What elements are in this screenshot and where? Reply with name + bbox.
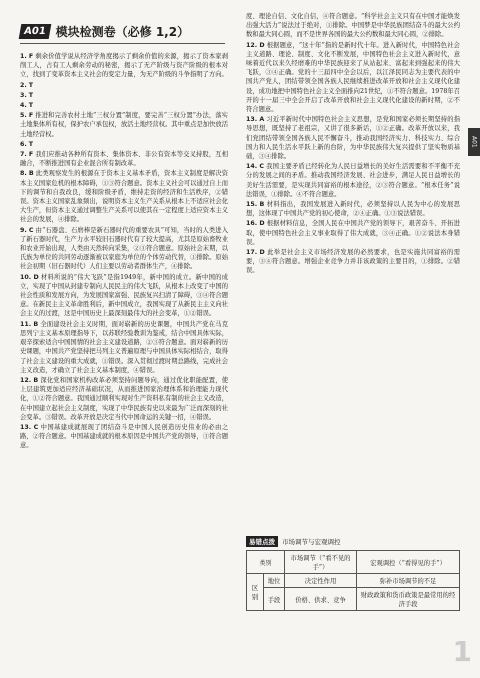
answer-letter: C bbox=[28, 226, 34, 234]
answer-item bbox=[20, 376, 228, 422]
question-number: 12. bbox=[20, 376, 32, 384]
question-number: 2. bbox=[20, 81, 27, 89]
question-number: 13. bbox=[20, 423, 32, 431]
corner-top-label: 类别 bbox=[259, 559, 272, 567]
question-number: 13. bbox=[246, 116, 258, 124]
answer-letter: B bbox=[259, 201, 265, 209]
side-tab: A01 bbox=[468, 128, 480, 156]
answer-item bbox=[20, 169, 228, 224]
answer-item bbox=[246, 115, 460, 161]
explanation-text: 材料指出，我国发展进入新时代，必须坚持以人民为中心的发展思想，这体现了中国共产党的初心使命，②④正确。①③说法错误。 bbox=[246, 201, 460, 218]
explanation-text: 习近平新时代中国特色社会主义思想，是党和国家必须长期坚持的指导思想，既坚持了老祖宗，又讲了很多新话，①②正确。改革开放以来，我们党团结带领全国各族人民不懈奋斗，推动我国经济实力、科技实力、综合国力和人民生活水平跃上新的台阶，为中华民族伟大复兴提供了坚实物质基础，③④排除。 bbox=[246, 116, 460, 161]
explanation-text: 根据材料信息，全国人民在中国共产党的领导下，艰苦奋斗、开拓进取，使中国特色社会主义事业取得了伟大成就，③④正确。①②说法本身错误。 bbox=[246, 220, 460, 246]
answer-item bbox=[20, 91, 228, 100]
answer-item bbox=[246, 12, 460, 40]
question-number: 7. bbox=[20, 151, 27, 159]
answer-item bbox=[20, 273, 228, 319]
answer-item bbox=[20, 111, 228, 139]
tip-box bbox=[246, 536, 460, 611]
table-col-header: 宏观调控（“看得见的手”） bbox=[357, 551, 460, 574]
table-cell: 决定性作用 bbox=[285, 574, 357, 588]
answer-letter: F bbox=[28, 151, 34, 159]
answer-item bbox=[20, 52, 228, 80]
answer-letter: C bbox=[259, 163, 264, 171]
table-header-row bbox=[247, 551, 460, 574]
answer-item bbox=[246, 219, 460, 247]
explanation-text: 此类观察发生的根源在于资本主义基本矛盾，资本主义制度是解决资本主义国家危机的根本障碍，①③符合题意。资本主义社会可以通过自上而下的调节和自我改良，缓和阶级矛盾，维持走资的经济和生活秩序，②错误。资本主义国家乱象频出，说明资本主义生产关系从根本上不适应社会化大生产，但资本主义通过调整生产关系可以使其在一定程度上适应资本主义社会的发展，④排除。 bbox=[20, 170, 228, 224]
page-number: 1 bbox=[452, 635, 472, 668]
answer-item bbox=[246, 162, 460, 199]
explanation-text: 此举是社会主义市场经济发展的必然要求，也是实施共同富裕的需要，③④符合题意。增强企业竞争力并非该政策的主要目的，①排除。②错误。 bbox=[246, 249, 460, 275]
answer-letter: D bbox=[259, 249, 265, 257]
table-corner-cell bbox=[247, 551, 285, 574]
explanation-text: 中国基建成就展现了团结奋斗是中国人民创造历史伟业的必由之路，②符合题意。中国基建成就的根本原因是中国共产党的领导，③符合题意。 bbox=[20, 423, 228, 450]
section-badge: A01 bbox=[19, 24, 51, 39]
answer-letter: D bbox=[259, 220, 265, 228]
header-divider bbox=[20, 43, 225, 44]
answer-letter: D bbox=[33, 273, 39, 281]
question-number: 9. bbox=[20, 226, 27, 234]
explanation-text: 度、理论自信、文化自信，④符合题意。“科学社会主义只有在中国才能焕发出强大活力”说法过于绝对，①排除。中国梦是中华民族团结奋斗的最大公约数和最大同心圆，而不是世界各国的最大公约数和最大同心圆，②排除。 bbox=[246, 13, 460, 39]
question-number: 12. bbox=[246, 41, 258, 49]
section-header bbox=[20, 20, 220, 42]
table-row bbox=[247, 588, 460, 611]
question-number: 16. bbox=[246, 220, 258, 228]
table-cell: 价格、供求、竞争 bbox=[285, 588, 357, 611]
answer-item bbox=[246, 41, 460, 115]
answer-letter: F bbox=[28, 53, 34, 60]
answer-item bbox=[20, 150, 228, 168]
explanation-text: 全面建设社会主义时期，面对崭新的历史课题，中国共产党在马克思列宁主义基本原理指导下，以苏联经验教训为鉴戒，结合中国具体实际，艰辛探索适合中国国情的社会主义建设道路，②③符合题意。面对崭新的历史课题，中国共产党坚持把马列主义普遍原理与中国具体实际相结合，取得了社会主义建设的重大成就，①错误。深入贯彻过渡时期总路线，完成社会主义改造，才确立了社会主义基本制度，④错误。 bbox=[20, 320, 228, 374]
question-number: 11. bbox=[20, 320, 32, 328]
explanation-text: 深化党和国家机构改革必须坚持问题导向，通过优化职能配置，使上层建筑更加适应经济基础状况，从而推进国家治理体系和治理能力现代化，①②符合题意。我国通过顺利实现对生产资料私有制的社会主义改造，在中国建立起社会主义制度，实现了中华民族有史以来最为广泛而深刻的社会变革。③错误。改革开放是决定当代中国命运的关键一招，④错误。 bbox=[20, 376, 228, 421]
tip-title: 市场调节与宏观调控 bbox=[282, 538, 341, 546]
answer-letter: T bbox=[28, 140, 34, 148]
row-label: 地位 bbox=[264, 574, 285, 588]
table-col-header: 市场调节（“看不见的手”） bbox=[285, 551, 357, 574]
question-number: 8. bbox=[20, 170, 27, 178]
table-cell: 财政政策和货币政策是最常用的经济手段 bbox=[357, 588, 460, 611]
explanation-text: 由“石器盘、石磨棒是新石器时代的重要农具”可知，当时的人类进入了新石器时代，生产力水平较旧石器时代有了较大提高，尤其是原始畜牧业和农业开始出现，人类由天然转向采集，②③符合题意。原始社会末期，以氏族为单位的共同劳动逐渐被以家庭为单位的个体劳动代替，①排除。原始社会初期（旧石器时代）人们主要以劳动者群体生产，④排除。 bbox=[20, 226, 228, 271]
explanation-text: 根据题意，“这十年”指的是新时代十年。进入新时代，中国特色社会主义道路、理论、制度、文化不断发展，中国特色社会主义进入新时代，意味着近代以来久经磨难的中华民族迎来了从站起来、富起来到强起来的伟大飞跃，③④正确。党的十三届四中全会以后，以江泽民同志为主要代表的中国共产党人，团结带领全国各族人民继续推进改革开放和社会主义现代化建设，成功地把中国特色社会主义全面推向21世纪，①不符合题意。1978年召开的十一届三中全会开启了改革开放和社会主义现代化建设的新时期，②不符合题意。 bbox=[246, 41, 460, 114]
question-number: 15. bbox=[246, 201, 258, 209]
question-number: 6. bbox=[20, 140, 27, 148]
question-number: 3. bbox=[20, 91, 27, 99]
question-number: 4. bbox=[20, 102, 27, 110]
comparison-table bbox=[246, 550, 460, 611]
row-label: 手段 bbox=[264, 588, 285, 611]
answer-letter: C bbox=[33, 423, 39, 431]
answer-letter: A bbox=[259, 116, 265, 124]
explanation-text: 推进和完善农村土地“三权分置”制度，要完善“三权分置”办法，落实土地集体所有权，保护农户承包权，放活土地经营权。其中重点是加快放活土地经营权。 bbox=[20, 112, 228, 138]
answer-letter: B bbox=[33, 320, 39, 328]
section-title: 模块检测卷（必修 1,2） bbox=[55, 24, 190, 39]
answer-letter: T bbox=[28, 81, 34, 89]
left-column bbox=[20, 52, 228, 452]
explanation-text: 材料所说的“伟大飞跃”是指1949年，新中国的成立。新中国的成立，实现了中国从封建专制向人民民主的伟大飞跃，从根本上改变了中国的社会性质和发展方向，为发展国家富强、民族复兴扫清了障碍，③④符合题意。在新民主主义革命胜利后，新中国成立，我国实现了从新民主主义向社会主义的过渡，这是中国历史上最深刻最伟大的社会变革，①②错误。 bbox=[20, 273, 228, 318]
answer-letter: T bbox=[28, 91, 34, 99]
answer-item bbox=[20, 101, 228, 110]
right-column bbox=[246, 12, 460, 277]
question-number: 5. bbox=[20, 112, 27, 120]
answer-letter: B bbox=[33, 376, 39, 384]
question-number: 14. bbox=[246, 163, 258, 171]
tip-heading bbox=[246, 536, 460, 547]
question-number: 10. bbox=[20, 273, 32, 281]
answer-item bbox=[20, 81, 228, 90]
answer-item bbox=[20, 423, 228, 451]
answer-item bbox=[20, 140, 228, 149]
table-cell: 弥补市场调节的不足 bbox=[357, 574, 460, 588]
answer-letter: D bbox=[259, 41, 265, 49]
row-group-label: 区别 bbox=[247, 574, 264, 611]
answer-item bbox=[246, 200, 460, 218]
answer-letter: T bbox=[28, 102, 34, 110]
explanation-text: 我国主要矛盾已经转化为人民日益增长的美好生活需要和不平衡不充分的发展之间的矛盾。推动我国经济发展、社会进步，满足人民日益增长的美好生活需要，是实现共同富裕的根本途径，②③符合题意。“根本任务”说法错误，①排除。④不符合题意。 bbox=[246, 163, 461, 198]
answer-item bbox=[20, 320, 228, 375]
question-number: 1. bbox=[20, 53, 27, 60]
tip-tag: 易错点拨 bbox=[246, 536, 278, 547]
answer-item bbox=[20, 226, 228, 272]
explanation-text: 剩余价值学说从经济学角度揭示了剩余价值的来源，揭示了资本家剥削工人，占有工人剩余劳动的秘密，揭示了无产阶级与资产阶级的根本对立，找到了变革资本主义社会的变定力量，为无产阶级的斗争指明了方向。 bbox=[20, 53, 228, 79]
answer-letter: F bbox=[28, 112, 34, 120]
question-number: 17. bbox=[246, 249, 258, 257]
table-row bbox=[247, 574, 460, 588]
explanation-text: 我们应推动各种所有资本、集体资本、非公有资本等交叉持股，互相融合，不断推进国有企业混合所有制改革。 bbox=[20, 151, 228, 168]
answer-letter: B bbox=[28, 170, 34, 178]
answer-item bbox=[246, 248, 460, 276]
